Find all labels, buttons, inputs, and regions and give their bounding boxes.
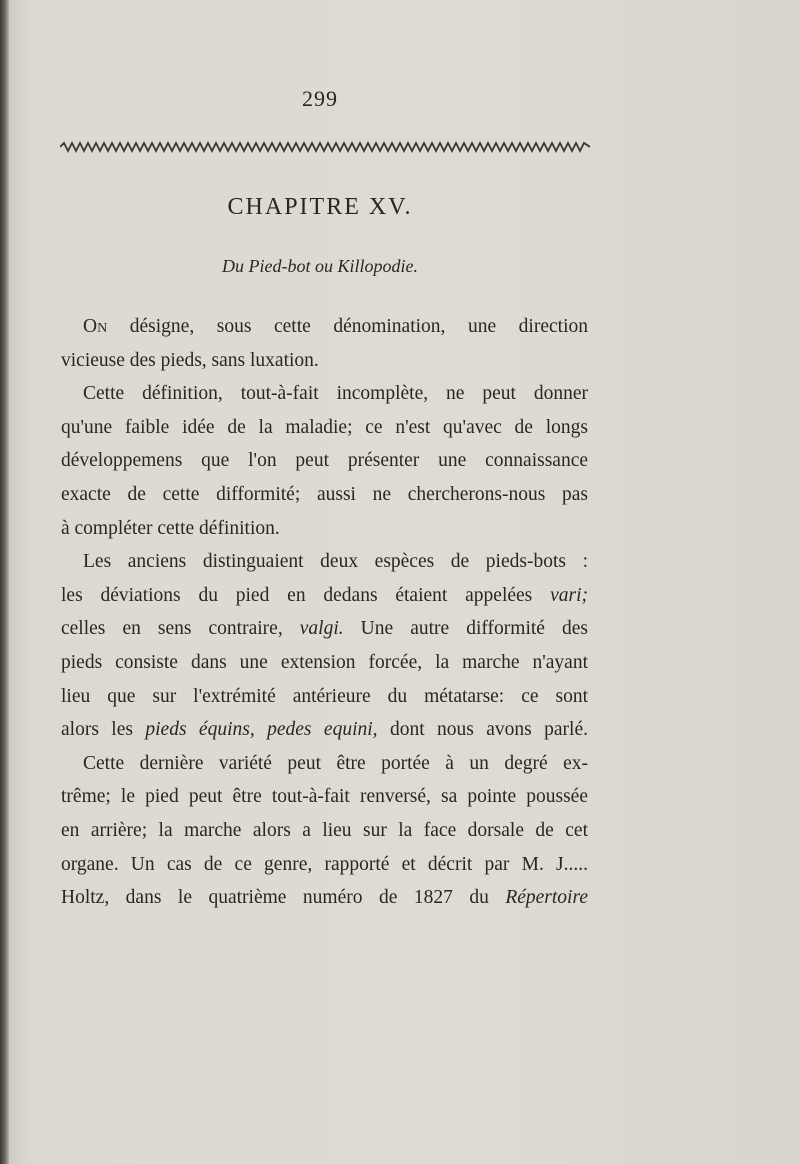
text-line: développemens que l'on peut présenter une connaissance xyxy=(61,450,588,472)
line-rest: désigne, sous cette dénomination, une direction xyxy=(107,316,588,337)
text-line: alors les pieds équins, pedes equini, dont nous avons parlé. xyxy=(61,719,588,741)
text-line: qu'une faible idée de la maladie; ce n'est qu'avec de longs xyxy=(61,416,588,438)
text-line: trême; le pied peut être tout-à-fait renversé, sa pointe poussée xyxy=(61,786,588,808)
text-line: lieu que sur l'extrémité antérieure du métatarse: ce sont xyxy=(61,685,588,707)
text-line xyxy=(61,310,588,344)
decorative-rule xyxy=(60,140,590,154)
chapter-title: CHAPITRE XV. xyxy=(227,194,413,220)
text-line: à compléter cette définition. xyxy=(61,517,280,539)
text-line: les déviations du pied en dedans étaient appelées vari; xyxy=(61,584,588,606)
text-line: celles en sens contraire, valgi. Une autre difformité des xyxy=(61,618,588,640)
body-text xyxy=(61,310,588,915)
text-line: vicieuse des pieds, sans luxation. xyxy=(61,349,319,371)
text-line: Les anciens distinguaient deux espèces de pieds-bots : xyxy=(83,551,588,573)
drop-word: On xyxy=(83,316,108,337)
page-number: 299 xyxy=(302,86,338,111)
text-line: en arrière; la marche alors a lieu sur la face dorsale de cet xyxy=(61,819,588,841)
text-line: Cette dernière variété peut être portée à un degré ex- xyxy=(83,752,588,774)
text-line: organe. Un cas de ce genre, rapporté et décrit par M. J..... xyxy=(61,853,588,875)
text-line: Holtz, dans le quatrième numéro de 1827 du Répertoire xyxy=(61,887,588,909)
text-line: pieds consiste dans une extension forcée, la marche n'ayant xyxy=(61,651,588,673)
book-spine-edge xyxy=(0,0,9,1164)
text-line: exacte de cette difformité; aussi ne chercherons-nous pas xyxy=(61,483,588,505)
text-line: Cette définition, tout-à-fait incomplète, ne peut donner xyxy=(83,383,588,405)
chapter-subtitle: Du Pied-bot ou Killopodie. xyxy=(222,256,418,276)
